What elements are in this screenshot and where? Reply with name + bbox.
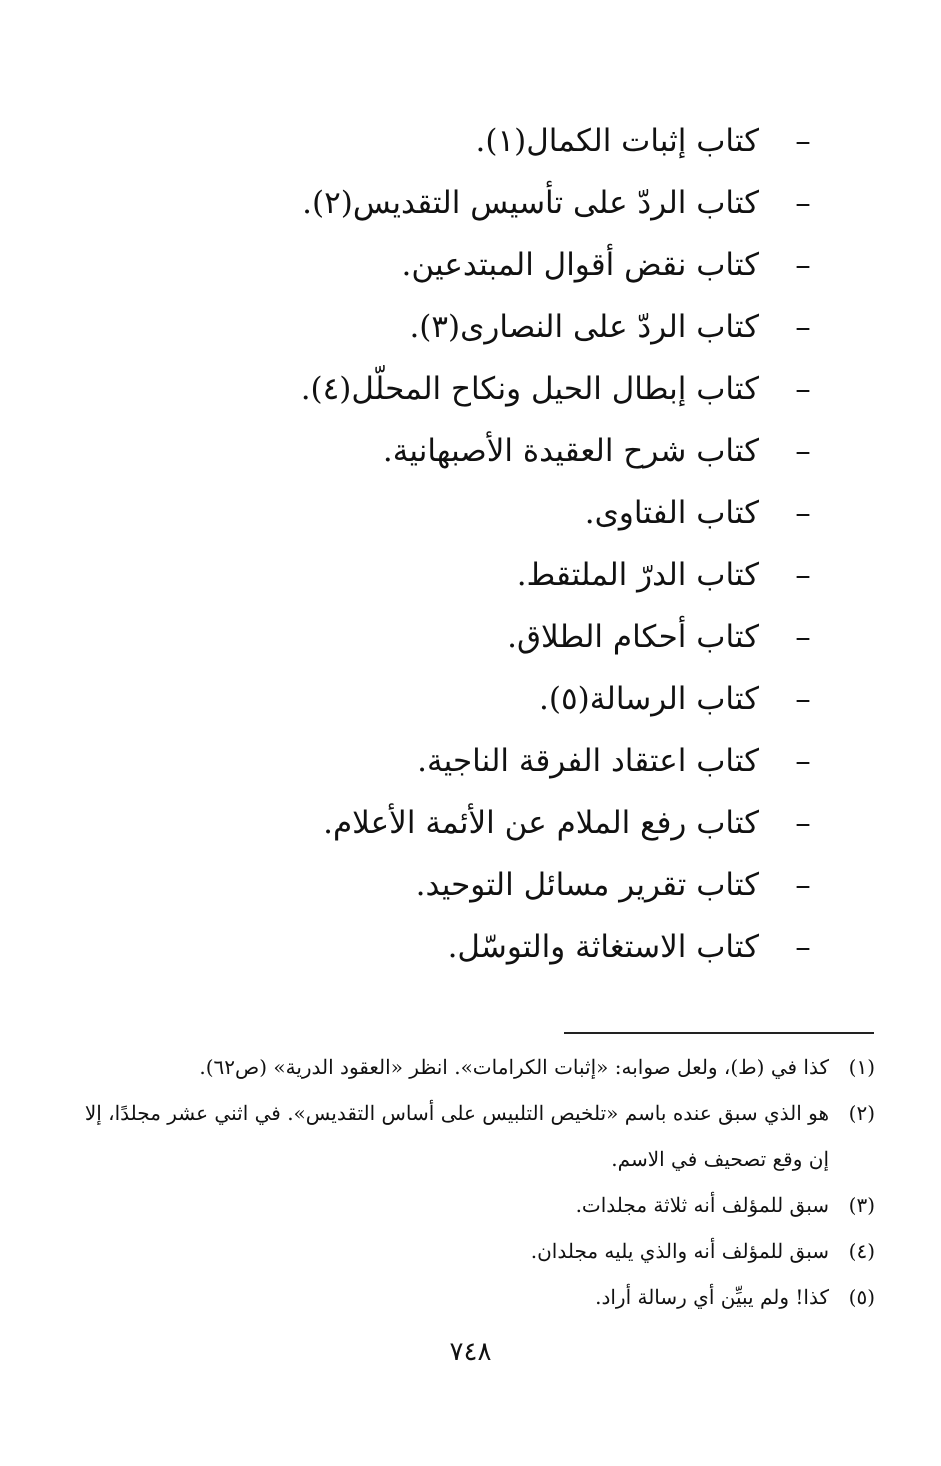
footnote-number: (٤)	[848, 1239, 875, 1263]
list-item-text: كتاب نقض أقوال المبتدعين.	[401, 247, 759, 283]
footnote	[75, 1044, 875, 1090]
list-item-text: كتاب الرسالة(٥).	[539, 681, 759, 717]
footnote-number: (٣)	[848, 1193, 875, 1217]
footnote-text: كذا! ولم يبيِّن أي رسالة أراد.	[595, 1285, 829, 1309]
list-item	[71, 544, 831, 606]
list-dash: –	[795, 371, 811, 407]
footnote	[75, 1090, 875, 1182]
list-item-text: كتاب رفع الملام عن الأئمة الأعلام.	[323, 805, 759, 841]
footnote	[75, 1228, 875, 1274]
footnote-number: (٢)	[848, 1101, 875, 1125]
list-item-text: كتاب الفتاوى.	[584, 495, 759, 531]
list-dash: –	[795, 557, 811, 593]
list-item-text: كتاب الردّ على النصارى(٣).	[409, 309, 759, 345]
list-dash: –	[795, 929, 811, 965]
list-dash: –	[795, 185, 811, 221]
list-item	[71, 296, 831, 358]
list-item-text: كتاب الردّ على تأسيس التقديس(٢).	[302, 185, 759, 221]
list-item-text: كتاب الدرّ الملتقط.	[516, 557, 759, 593]
footnote-number: (٥)	[848, 1285, 875, 1309]
footnote-text: هو الذي سبق عنده باسم «تلخيص التلبيس على أساس التقديس». في اثني عشر مجلدًا، إلا إن وقع تصحيف في الاسم.	[84, 1101, 829, 1171]
list-dash: –	[795, 805, 811, 841]
list-dash: –	[795, 495, 811, 531]
footnote-text: سبق للمؤلف أنه والذي يليه مجلدان.	[530, 1239, 829, 1263]
list-item	[71, 234, 831, 296]
footnote	[75, 1274, 875, 1320]
list-dash: –	[795, 867, 811, 903]
list-item	[71, 358, 831, 420]
footnote-text: كذا في (ط)، ولعل صوابه: «إثبات الكرامات». انظر «العقود الدرية» (ص٦٢).	[199, 1055, 829, 1079]
book-list	[71, 110, 831, 978]
list-item	[71, 668, 831, 730]
list-item-text: كتاب شرح العقيدة الأصبهانية.	[382, 433, 759, 469]
list-item	[71, 730, 831, 792]
footnote-divider	[564, 1032, 874, 1034]
list-dash: –	[795, 681, 811, 717]
list-item	[71, 420, 831, 482]
list-item-text: كتاب اعتقاد الفرقة الناجية.	[417, 743, 759, 779]
page-number: ٧٤٨	[449, 1337, 492, 1367]
list-dash: –	[795, 309, 811, 345]
list-item-text: كتاب إثبات الكمال(١).	[475, 123, 759, 159]
footnote	[75, 1182, 875, 1228]
list-dash: –	[795, 743, 811, 779]
footnotes	[75, 1044, 875, 1320]
list-dash: –	[795, 123, 811, 159]
list-dash: –	[795, 433, 811, 469]
list-item-text: كتاب تقرير مسائل التوحيد.	[415, 867, 759, 903]
list-item-text: كتاب أحكام الطلاق.	[507, 619, 759, 655]
footnote-number: (١)	[848, 1055, 875, 1079]
list-item	[71, 916, 831, 978]
list-item	[71, 172, 831, 234]
list-item	[71, 792, 831, 854]
list-item	[71, 110, 831, 172]
list-item	[71, 482, 831, 544]
list-item	[71, 854, 831, 916]
list-dash: –	[795, 619, 811, 655]
list-item-text: كتاب الاستغاثة والتوسّل.	[447, 929, 759, 965]
list-dash: –	[795, 247, 811, 283]
footnote-text: سبق للمؤلف أنه ثلاثة مجلدات.	[575, 1193, 829, 1217]
list-item	[71, 606, 831, 668]
list-item-text: كتاب إبطال الحيل ونكاح المحلّل(٤).	[300, 371, 759, 407]
